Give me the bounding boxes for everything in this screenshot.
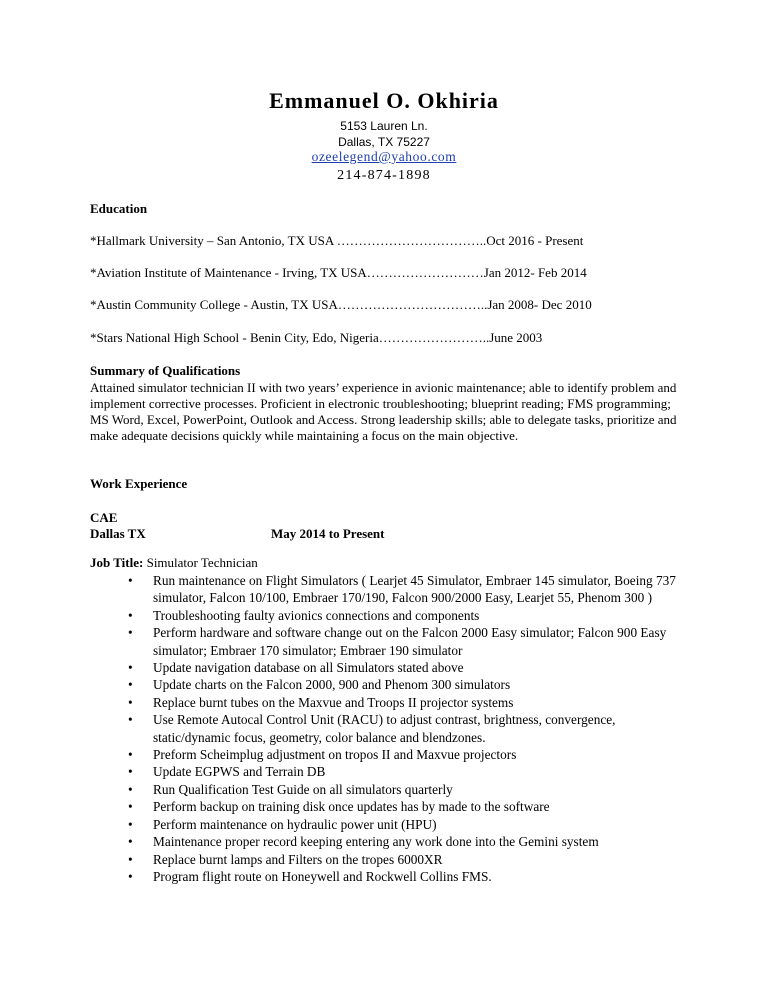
job-title-label: Job Title: [90, 555, 144, 570]
summary-text: Attained simulator technician II with two years’ experience in avionic maintenance; able to identify problem and implement corrective processes. Proficient in electronic troubleshooting; blueprint reading; FMS programming; MS Word, Excel, PowerPoint, Outlook and Access. Strong leadership skills; able to delegate tasks, prioritize and make adequate decisions quickly while maintaining a focus on the main objective. [90, 380, 677, 443]
employment-dates: May 2014 to Present [271, 526, 385, 541]
street-address: 5153 Lauren Ln. [340, 119, 428, 133]
job-title-row [90, 555, 258, 571]
list-item: • Perform hardware and software change out on the Falcon 2000 Easy simulator; Falcon 900 Easy simulator; Embraer 170 simulator; Embraer 190 simulator [90, 624, 690, 659]
list-item: • Use Remote Autocal Control Unit (RACU) to adjust contrast, brightness, convergence, static/dynamic focus, geometry, color balance and blendzones. [90, 711, 690, 746]
phone-number: 214-874-1898 [337, 168, 431, 183]
list-item: • Preform Scheimplug adjustment on tropos II and Maxvue projectors [90, 746, 690, 763]
company-location: Dallas TX [90, 526, 146, 541]
duties-list [90, 572, 690, 885]
list-item: • Run Qualification Test Guide on all simulators quarterly [90, 781, 690, 798]
applicant-name: Emmanuel O. Okhiria [269, 88, 499, 113]
education-item: *Hallmark University – San Antonio, TX USA ……………………………..Oct 2016 - Present [90, 233, 584, 248]
work-heading: Work Experience [90, 476, 188, 491]
email-link[interactable] [0, 149, 768, 165]
list-item: • Replace burnt lamps and Filters on the tropes 6000XR [90, 851, 690, 868]
list-item: • Update charts on the Falcon 2000, 900 and Phenom 300 simulators [90, 676, 690, 693]
list-item: • Troubleshooting faulty avionics connections and components [90, 607, 690, 624]
list-item: • Update navigation database on all Simulators stated above [90, 659, 690, 676]
education-item: *Austin Community College - Austin, TX USA……………………………..Jan 2008- Dec 2010 [90, 297, 592, 312]
company-name: CAE [90, 510, 118, 525]
list-item: • Maintenance proper record keeping entering any work done into the Gemini system [90, 833, 690, 850]
city-address: Dallas, TX 75227 [338, 135, 430, 149]
job-title: Simulator Technician [146, 555, 258, 570]
summary-heading: Summary of Qualifications [90, 363, 241, 378]
list-item: • Perform backup on training disk once updates has by made to the software [90, 798, 690, 815]
list-item: • Update EGPWS and Terrain DB [90, 763, 690, 780]
list-item: • Program flight route on Honeywell and Rockwell Collins FMS. [90, 868, 690, 885]
education-item: *Stars National High School - Benin City, Edo, Nigeria……………………..June 2003 [90, 330, 543, 345]
list-item: • Replace burnt tubes on the Maxvue and Troops II projector systems [90, 694, 690, 711]
email-text[interactable]: ozeelegend@yahoo.com [311, 149, 457, 164]
education-heading: Education [90, 201, 148, 216]
list-item: • Perform maintenance on hydraulic power unit (HPU) [90, 816, 690, 833]
education-item: *Aviation Institute of Maintenance - Irving, TX USA………………………Jan 2012- Feb 2014 [90, 265, 587, 280]
list-item: • Run maintenance on Flight Simulators ( Learjet 45 Simulator, Embraer 145 simulator, Boeing 737 simulator, Falcon 10/100, Embraer 170/190, Falcon 900/2000 Easy, Learjet 55, Phenom 300 ) [90, 572, 690, 607]
